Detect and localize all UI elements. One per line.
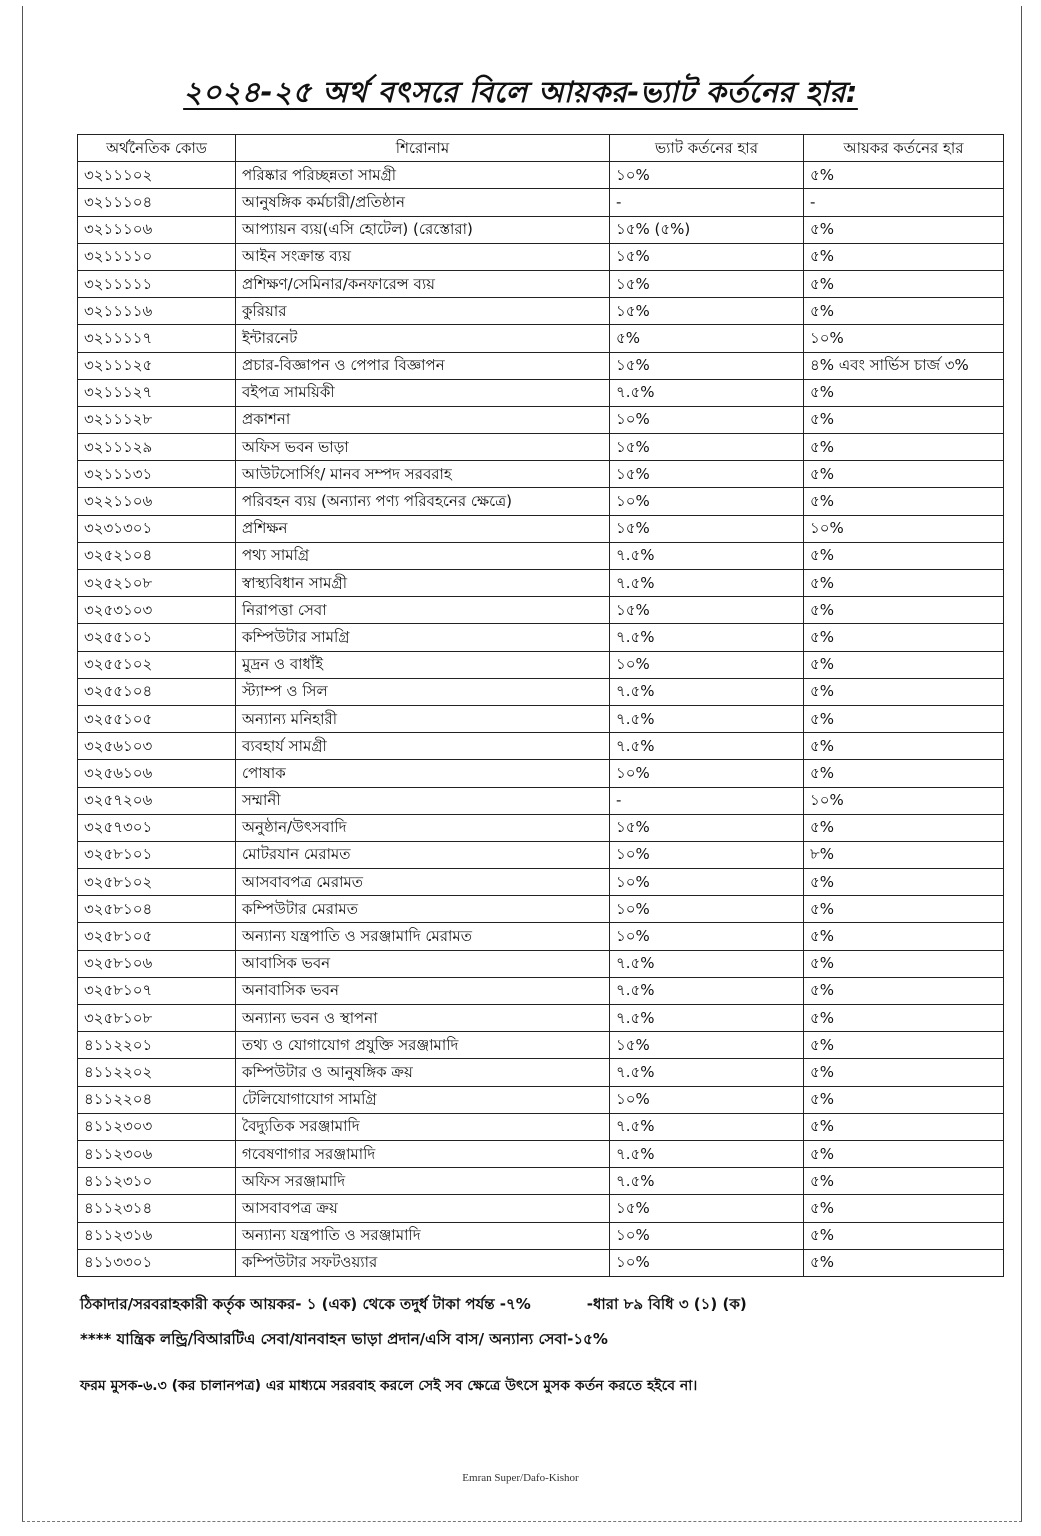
title-cell: টেলিযোগাযোগ সামগ্রি [236, 1086, 610, 1113]
vat-rate-cell: ৭.৫% [610, 1059, 804, 1086]
economic-code-cell: ৪১১২৩০৬ [78, 1140, 236, 1167]
table-row [78, 1086, 1004, 1113]
economic-code-cell: ৩২১১১০৪ [78, 189, 236, 216]
table-row [78, 950, 1004, 977]
income-tax-rate-cell: ৫% [804, 162, 1004, 189]
table-row [78, 1195, 1004, 1222]
table-row [78, 651, 1004, 678]
income-tax-rate-cell: ৫% [804, 570, 1004, 597]
vat-rate-cell: - [610, 787, 804, 814]
title-cell: আসবাবপত্র ক্রয় [236, 1195, 610, 1222]
table-row [78, 406, 1004, 433]
vat-rate-cell: ১৫% [610, 597, 804, 624]
economic-code-cell: ৩২১১১১০ [78, 243, 236, 270]
title-cell: অনাবাসিক ভবন [236, 977, 610, 1004]
vat-rate-cell: ১০% [610, 488, 804, 515]
vat-rate-cell: ১৫% [610, 434, 804, 461]
economic-code-cell: ৩২৫৮১০৭ [78, 977, 236, 1004]
vat-rate-cell: ৭.৫% [610, 977, 804, 1004]
economic-code-cell: ৪১১২৩১৪ [78, 1195, 236, 1222]
economic-code-cell: ৩২১১১০৬ [78, 216, 236, 243]
income-tax-rate-cell: ৫% [804, 1195, 1004, 1222]
income-tax-rate-cell: ৫% [804, 869, 1004, 896]
income-tax-rate-cell: ৫% [804, 760, 1004, 787]
vat-rate-cell: ৭.৫% [610, 1113, 804, 1140]
economic-code-cell: ৩২৫৭২০৬ [78, 787, 236, 814]
income-tax-rate-cell: ৫% [804, 542, 1004, 569]
income-tax-rate-cell: ৫% [804, 298, 1004, 325]
table-row [78, 270, 1004, 297]
page-title: ২০২৪-২৫ অর্থ বৎসরে বিলে আয়কর-ভ্যাট কর্তনের হার: [183, 75, 858, 109]
vat-rate-cell: ১৫% [610, 1032, 804, 1059]
income-tax-rate-cell: ৫% [804, 406, 1004, 433]
title-cell: পরিবহন ব্যয় (অন্যান্য পণ্য পরিবহনের ক্ষেত্রে) [236, 488, 610, 515]
vat-rate-cell: ৭.৫% [610, 1140, 804, 1167]
table-row [78, 787, 1004, 814]
table-row [78, 1113, 1004, 1140]
income-tax-rate-cell: ৫% [804, 270, 1004, 297]
table-body [78, 162, 1004, 1277]
vat-rate-cell: ১০% [610, 760, 804, 787]
income-tax-rate-cell: ৮% [804, 841, 1004, 868]
income-tax-rate-cell: ১০% [804, 325, 1004, 352]
title-cell: স্ট্যাম্প ও সিল [236, 678, 610, 705]
vat-rate-cell: ১৫% [610, 1195, 804, 1222]
economic-code-cell: ৩২৫৬১০৩ [78, 733, 236, 760]
table-row [78, 515, 1004, 542]
income-tax-rate-cell: ৫% [804, 923, 1004, 950]
income-tax-rate-cell: ৫% [804, 216, 1004, 243]
title-cell: অন্যান্য যন্ত্রপাতি ও সরঞ্জামাদি [236, 1222, 610, 1249]
title-cell: বৈদ্যুতিক সরঞ্জামাদি [236, 1113, 610, 1140]
income-tax-rate-cell: ৫% [804, 1140, 1004, 1167]
economic-code-cell: ৩২৫৫১০১ [78, 624, 236, 651]
income-tax-rate-cell: ১০% [804, 515, 1004, 542]
title-cell: অন্যান্য ভবন ও স্থাপনা [236, 1005, 610, 1032]
income-tax-rate-cell: ৫% [804, 379, 1004, 406]
table-row [78, 298, 1004, 325]
income-tax-rate-cell: ৫% [804, 950, 1004, 977]
title-cell: মোটরযান মেরামত [236, 841, 610, 868]
economic-code-cell: ৩২৫৫১০৫ [78, 705, 236, 732]
table-row [78, 325, 1004, 352]
title-cell: অফিস সরঞ্জামাদি [236, 1168, 610, 1195]
title-cell: অন্যান্য যন্ত্রপাতি ও সরঞ্জামাদি মেরামত [236, 923, 610, 950]
vat-rate-cell: ১০% [610, 1222, 804, 1249]
table-row [78, 189, 1004, 216]
vat-rate-cell: ৭.৫% [610, 542, 804, 569]
services-vat-note: **** যান্ত্রিক লন্ড্রি/বিআরটিএ সেবা/যানবাহন ভাড়া প্রদান/এসি বাস/ অন্যান্য সেবা-১৫% [80, 1330, 608, 1348]
vat-rate-cell: ১০% [610, 1249, 804, 1276]
economic-code-cell: ৩২১১১২৯ [78, 434, 236, 461]
vat-rate-cell: ১০% [610, 406, 804, 433]
table-row [78, 1032, 1004, 1059]
table-row [78, 733, 1004, 760]
economic-code-cell: ৩২১১১২৮ [78, 406, 236, 433]
title-cell: পরিষ্কার পরিচ্ছন্নতা সামগ্রী [236, 162, 610, 189]
table-row [78, 542, 1004, 569]
title-cell: অনুষ্ঠান/উৎসবাদি [236, 814, 610, 841]
economic-code-cell: ৩২৩১৩০১ [78, 515, 236, 542]
vat-rate-cell: ৭.৫% [610, 1005, 804, 1032]
economic-code-cell: ৩২১১১২৫ [78, 352, 236, 379]
income-tax-rate-cell: ৫% [804, 814, 1004, 841]
economic-code-cell: ৩২৫২১০৮ [78, 570, 236, 597]
vat-rate-cell: ১০% [610, 841, 804, 868]
table-row [78, 1222, 1004, 1249]
title-cell: আপ্যায়ন ব্যয়(এসি হোটেল) (রেস্তোরা) [236, 216, 610, 243]
title-cell: নিরাপত্তা সেবা [236, 597, 610, 624]
table-row [78, 162, 1004, 189]
economic-code-cell: ৩২১১১১৭ [78, 325, 236, 352]
title-cell: প্রচার-বিজ্ঞাপন ও পেপার বিজ্ঞাপন [236, 352, 610, 379]
income-tax-rate-cell: ৫% [804, 461, 1004, 488]
table-row [78, 841, 1004, 868]
vat-rate-cell: ১৫% [610, 352, 804, 379]
economic-code-cell: ৪১১২৩১৬ [78, 1222, 236, 1249]
economic-code-cell: ৩২৫৭৩০১ [78, 814, 236, 841]
table-row [78, 923, 1004, 950]
title-cell: পোষাক [236, 760, 610, 787]
vat-rate-cell: ১০% [610, 896, 804, 923]
income-tax-rate-cell: ৫% [804, 705, 1004, 732]
economic-code-cell: ৩২৫৮১০৬ [78, 950, 236, 977]
income-tax-rate-cell: ৫% [804, 1222, 1004, 1249]
table-row [78, 977, 1004, 1004]
income-tax-rate-cell: ৫% [804, 243, 1004, 270]
economic-code-cell: ৩২৫৮১০৮ [78, 1005, 236, 1032]
title-cell: আনুষঙ্গিক কর্মচারী/প্রতিষ্ঠান [236, 189, 610, 216]
table-row [78, 1059, 1004, 1086]
vat-rate-cell: ৭.৫% [610, 379, 804, 406]
economic-code-cell: ৩২৫৮১০৪ [78, 896, 236, 923]
income-tax-rate-cell: ৫% [804, 977, 1004, 1004]
title-cell: ব্যবহার্য সামগ্রী [236, 733, 610, 760]
vat-rate-cell: ১৫% (৫%) [610, 216, 804, 243]
income-tax-rate-cell: ৫% [804, 733, 1004, 760]
table-row [78, 896, 1004, 923]
income-tax-rate-cell: ৫% [804, 651, 1004, 678]
income-tax-rate-cell: ১০% [804, 787, 1004, 814]
title-cell: প্রশিক্ষণ/সেমিনার/কনফারেন্স ব্যয় [236, 270, 610, 297]
table-row [78, 461, 1004, 488]
vat-rate-cell: ১০% [610, 923, 804, 950]
title-cell: প্রকাশনা [236, 406, 610, 433]
title-cell: পথ্য সামগ্রি [236, 542, 610, 569]
economic-code-cell: ৪১১২২০৪ [78, 1086, 236, 1113]
income-tax-rate-cell: ৫% [804, 597, 1004, 624]
table-row [78, 1249, 1004, 1276]
table-row [78, 1005, 1004, 1032]
title-cell: আবাসিক ভবন [236, 950, 610, 977]
title-cell: সম্মানী [236, 787, 610, 814]
vat-rate-cell: ৭.৫% [610, 624, 804, 651]
table-row [78, 1140, 1004, 1167]
rates-table [77, 134, 1004, 1277]
economic-code-cell: ৪১১২৩০৩ [78, 1113, 236, 1140]
economic-code-cell: ৩২২১১০৬ [78, 488, 236, 515]
vat-rate-cell: ১০% [610, 651, 804, 678]
income-tax-rate-cell: ৫% [804, 678, 1004, 705]
vat-rate-cell: ৭.৫% [610, 705, 804, 732]
economic-code-cell: ৩২১১১৩১ [78, 461, 236, 488]
income-tax-rate-cell: ৫% [804, 1032, 1004, 1059]
title-cell: প্রশিক্ষন [236, 515, 610, 542]
title-cell: অফিস ভবন ভাড়া [236, 434, 610, 461]
title-cell: বইপত্র সাময়িকী [236, 379, 610, 406]
vat-rate-cell: ৭.৫% [610, 733, 804, 760]
income-tax-rate-cell: ৫% [804, 1059, 1004, 1086]
economic-code-cell: ৪১১২২০২ [78, 1059, 236, 1086]
table-row [78, 678, 1004, 705]
vat-rate-cell: - [610, 189, 804, 216]
vat-rate-cell: ৫% [610, 325, 804, 352]
economic-code-cell: ৩২৫৮১০৫ [78, 923, 236, 950]
title-cell: অন্যান্য মনিহারী [236, 705, 610, 732]
header-title: শিরোনাম [236, 135, 610, 162]
table-row [78, 570, 1004, 597]
vat-rate-cell: ১০% [610, 1086, 804, 1113]
vat-rate-cell: ৭.৫% [610, 1168, 804, 1195]
table-row [78, 243, 1004, 270]
table-header-row [78, 135, 1004, 162]
vat-rate-cell: ১০% [610, 869, 804, 896]
economic-code-cell: ৩২৫৮১০২ [78, 869, 236, 896]
economic-code-cell: ৩২১১১১১ [78, 270, 236, 297]
economic-code-cell: ৪১১৩৩০১ [78, 1249, 236, 1276]
income-tax-rate-cell: ৫% [804, 624, 1004, 651]
economic-code-cell: ৩২৫২১০৪ [78, 542, 236, 569]
header-vat-rate: ভ্যাট কর্তনের হার [610, 135, 804, 162]
table-row [78, 1168, 1004, 1195]
table-row [78, 352, 1004, 379]
contractor-tax-section: -ধারা ৮৯ বিধি ৩ (১) (ক) [586, 1295, 747, 1313]
vat-rate-cell: ১৫% [610, 515, 804, 542]
income-tax-rate-cell: ৫% [804, 1086, 1004, 1113]
vat-rate-cell: ১৫% [610, 814, 804, 841]
economic-code-cell: ৩২৫৬১০৬ [78, 760, 236, 787]
header-income-tax-rate: আয়কর কর্তনের হার [804, 135, 1004, 162]
economic-code-cell: ৩২৫৮১০১ [78, 841, 236, 868]
vat-rate-cell: ৭.৫% [610, 678, 804, 705]
title-cell: ইন্টারনেট [236, 325, 610, 352]
title-cell: কম্পিউটার সামগ্রি [236, 624, 610, 651]
contractor-tax-text: ঠিকাদার/সরবরাহকারী কর্তৃক আয়কর- ১ (এক) থেকে তদুর্ধ টাকা পর্যন্ত -৭% [80, 1295, 531, 1313]
economic-code-cell: ৩২৫৫১০২ [78, 651, 236, 678]
title-cell: আসবাবপত্র মেরামত [236, 869, 610, 896]
income-tax-rate-cell: - [804, 189, 1004, 216]
economic-code-cell: ৩২১১১১৬ [78, 298, 236, 325]
economic-code-cell: ৩২৫৫১০৪ [78, 678, 236, 705]
vat-rate-cell: ১০% [610, 162, 804, 189]
table-row [78, 624, 1004, 651]
income-tax-rate-cell: ৫% [804, 434, 1004, 461]
table-row [78, 597, 1004, 624]
title-cell: মুদ্রন ও বাধাঁই [236, 651, 610, 678]
table-row [78, 760, 1004, 787]
title-cell: আউটসোর্সিং/ মানব সম্পদ সরবরাহ [236, 461, 610, 488]
vat-rate-cell: ৭.৫% [610, 950, 804, 977]
economic-code-cell: ৪১১২৩১০ [78, 1168, 236, 1195]
table-row [78, 216, 1004, 243]
title-cell: গবেষণাগার সরঞ্জামাদি [236, 1140, 610, 1167]
vat-rate-cell: ১৫% [610, 461, 804, 488]
income-tax-rate-cell: ৫% [804, 896, 1004, 923]
economic-code-cell: ৩২৫৩১০৩ [78, 597, 236, 624]
title-cell: তথ্য ও যোগাযোগ প্রযুক্তি সরঞ্জামাদি [236, 1032, 610, 1059]
vat-rate-cell: ১৫% [610, 243, 804, 270]
footer-credit: Emran Super/Dafo-Kishor [462, 1472, 579, 1484]
income-tax-rate-cell: ৫% [804, 1249, 1004, 1276]
table-row [78, 869, 1004, 896]
contractor-tax-note [80, 1293, 747, 1318]
title-cell: স্বাস্থ্যবিধান সামগ্রী [236, 570, 610, 597]
economic-code-cell: ৪১১২২০১ [78, 1032, 236, 1059]
income-tax-rate-cell: ৫% [804, 1113, 1004, 1140]
table-row [78, 379, 1004, 406]
title-cell: কম্পিউটার মেরামত [236, 896, 610, 923]
vat-rate-cell: ৭.৫% [610, 570, 804, 597]
title-cell: কুরিয়ার [236, 298, 610, 325]
table-row [78, 814, 1004, 841]
table-row [78, 488, 1004, 515]
income-tax-rate-cell: ৪% এবং সার্ভিস চার্জ ৩% [804, 352, 1004, 379]
musak-note: ফরম মুসক-৬.৩ (কর চালানপত্র) এর মাধ্যমে সররবাহ করলে সেই সব ক্ষেত্রে উৎসে মুসক কর্তন করতে হইবে না। [80, 1378, 698, 1394]
economic-code-cell: ৩২১১১০২ [78, 162, 236, 189]
title-cell: কম্পিউটার ও আনুষঙ্গিক ক্রয় [236, 1059, 610, 1086]
income-tax-rate-cell: ৫% [804, 1168, 1004, 1195]
title-cell: আইন সংক্রান্ত ব্যয় [236, 243, 610, 270]
header-economic-code: অর্থনৈতিক কোড [78, 135, 236, 162]
economic-code-cell: ৩২১১১২৭ [78, 379, 236, 406]
vat-rate-cell: ১৫% [610, 298, 804, 325]
table-row [78, 434, 1004, 461]
title-cell: কম্পিউটার সফটওয়্যার [236, 1249, 610, 1276]
income-tax-rate-cell: ৫% [804, 1005, 1004, 1032]
table-row [78, 705, 1004, 732]
vat-rate-cell: ১৫% [610, 270, 804, 297]
income-tax-rate-cell: ৫% [804, 488, 1004, 515]
